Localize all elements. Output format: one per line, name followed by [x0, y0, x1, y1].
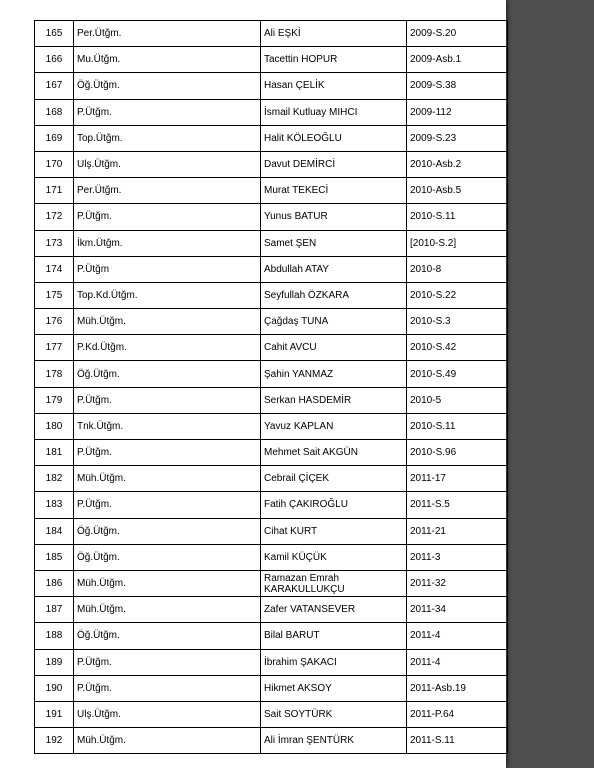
row-number: 187	[35, 597, 74, 623]
name-cell: İsmail Kutluay MIHCI	[261, 99, 407, 125]
table-row	[35, 151, 508, 177]
rank-cell: P.Ütğm.	[74, 649, 261, 675]
table-row	[35, 282, 508, 308]
row-number: 175	[35, 282, 74, 308]
name-cell: Murat TEKECİ	[261, 178, 407, 204]
table-row	[35, 570, 508, 596]
row-number: 191	[35, 701, 74, 727]
table-row	[35, 466, 508, 492]
code-cell: 2010-S.11	[407, 413, 508, 439]
table-row	[35, 701, 508, 727]
rank-cell: Öğ.Ütğm.	[74, 544, 261, 570]
table-row	[35, 256, 508, 282]
name-cell: Cebrail ÇİÇEK	[261, 466, 407, 492]
name-cell: Davut DEMİRCİ	[261, 151, 407, 177]
row-number: 172	[35, 204, 74, 230]
name-cell: Cahit AVCU	[261, 335, 407, 361]
code-cell: 2010-S.3	[407, 309, 508, 335]
table-row	[35, 125, 508, 151]
row-number: 184	[35, 518, 74, 544]
table-row	[35, 675, 508, 701]
name-cell: Şahin YANMAZ	[261, 361, 407, 387]
table-row	[35, 178, 508, 204]
code-cell: 2010-S.22	[407, 282, 508, 308]
rank-cell: İkm.Ütğm.	[74, 230, 261, 256]
row-number: 189	[35, 649, 74, 675]
row-number: 188	[35, 623, 74, 649]
code-cell: 2011-32	[407, 570, 508, 596]
row-number: 180	[35, 413, 74, 439]
personnel-table-body	[35, 21, 508, 754]
row-number: 170	[35, 151, 74, 177]
code-cell: 2011-Asb.19	[407, 675, 508, 701]
row-number: 165	[35, 21, 74, 47]
name-cell: Bilal BARUT	[261, 623, 407, 649]
row-number: 183	[35, 492, 74, 518]
name-cell: Ramazan Emrah KARAKULLUKÇU	[261, 570, 407, 596]
name-cell: Sait SOYTÜRK	[261, 701, 407, 727]
name-cell: Cihat KURT	[261, 518, 407, 544]
table-row	[35, 309, 508, 335]
code-cell: 2009-Asb.1	[407, 47, 508, 73]
rank-cell: Müh.Ütğm.	[74, 597, 261, 623]
table-row	[35, 387, 508, 413]
rank-cell: Müh.Ütğm.	[74, 309, 261, 335]
table-row	[35, 597, 508, 623]
name-cell: Halit KÖLEOĞLU	[261, 125, 407, 151]
rank-cell: Müh.Ütğm.	[74, 466, 261, 492]
personnel-table	[34, 20, 508, 754]
name-cell: Fatih ÇAKIROĞLU	[261, 492, 407, 518]
code-cell: 2010-S.42	[407, 335, 508, 361]
rank-cell: Öğ.Ütğm.	[74, 73, 261, 99]
name-cell: Kamil KÜÇÜK	[261, 544, 407, 570]
code-cell: 2011-17	[407, 466, 508, 492]
name-cell: Hasan ÇELİK	[261, 73, 407, 99]
name-cell: Hikmet AKSOY	[261, 675, 407, 701]
code-cell: 2010-S.11	[407, 204, 508, 230]
table-row	[35, 649, 508, 675]
rank-cell: Ulş.Ütğm.	[74, 151, 261, 177]
name-cell: Zafer VATANSEVER	[261, 597, 407, 623]
name-cell: Yunus BATUR	[261, 204, 407, 230]
rank-cell: P.Kd.Ütğm.	[74, 335, 261, 361]
rank-cell: P.Ütğm.	[74, 675, 261, 701]
rank-cell: P.Ütğm	[74, 256, 261, 282]
rank-cell: Per.Ütğm.	[74, 178, 261, 204]
rank-cell: Top.Ütğm.	[74, 125, 261, 151]
code-cell: 2011-21	[407, 518, 508, 544]
viewer-background	[506, 0, 594, 768]
code-cell: 2011-P.64	[407, 701, 508, 727]
row-number: 186	[35, 570, 74, 596]
code-cell: 2010-Asb.5	[407, 178, 508, 204]
code-cell: 2010-S.96	[407, 440, 508, 466]
name-cell: Yavuz KAPLAN	[261, 413, 407, 439]
name-cell: İbrahim ŞAKACI	[261, 649, 407, 675]
rank-cell: P.Ütğm.	[74, 204, 261, 230]
table-row	[35, 47, 508, 73]
code-cell: 2010-8	[407, 256, 508, 282]
row-number: 182	[35, 466, 74, 492]
row-number: 169	[35, 125, 74, 151]
code-cell: 2011-4	[407, 623, 508, 649]
table-row	[35, 230, 508, 256]
rank-cell: Müh.Ütğm.	[74, 570, 261, 596]
row-number: 179	[35, 387, 74, 413]
code-cell: [2010-S.2]	[407, 230, 508, 256]
table-row	[35, 361, 508, 387]
name-cell: Çağdaş TUNA	[261, 309, 407, 335]
table-row	[35, 335, 508, 361]
code-cell: 2011-34	[407, 597, 508, 623]
name-cell: Samet ŞEN	[261, 230, 407, 256]
code-cell: 2009-112	[407, 99, 508, 125]
table-row	[35, 440, 508, 466]
rank-cell: Müh.Ütğm.	[74, 728, 261, 754]
row-number: 177	[35, 335, 74, 361]
row-number: 171	[35, 178, 74, 204]
code-cell: 2011-S.5	[407, 492, 508, 518]
rank-cell: P.Ütğm.	[74, 387, 261, 413]
name-cell: Ali İmran ŞENTÜRK	[261, 728, 407, 754]
rank-cell: Ulş.Ütğm.	[74, 701, 261, 727]
name-cell: Abdullah ATAY	[261, 256, 407, 282]
code-cell: 2010-5	[407, 387, 508, 413]
name-cell: Serkan HASDEMİR	[261, 387, 407, 413]
row-number: 174	[35, 256, 74, 282]
row-number: 185	[35, 544, 74, 570]
code-cell: 2009-S.38	[407, 73, 508, 99]
name-cell: Tacettin HOPUR	[261, 47, 407, 73]
table-row	[35, 204, 508, 230]
code-cell: 2011-S.11	[407, 728, 508, 754]
name-cell: Mehmet Sait AKGÜN	[261, 440, 407, 466]
name-cell: Ali EŞKİ	[261, 21, 407, 47]
rank-cell: Top.Kd.Ütğm.	[74, 282, 261, 308]
code-cell: 2009-S.23	[407, 125, 508, 151]
row-number: 178	[35, 361, 74, 387]
rank-cell: P.Ütğm.	[74, 440, 261, 466]
row-number: 168	[35, 99, 74, 125]
table-row	[35, 518, 508, 544]
table-row	[35, 544, 508, 570]
row-number: 173	[35, 230, 74, 256]
table-row	[35, 73, 508, 99]
name-cell: Seyfullah ÖZKARA	[261, 282, 407, 308]
rank-cell: Öğ.Ütğm.	[74, 361, 261, 387]
code-cell: 2011-3	[407, 544, 508, 570]
rank-cell: Öğ.Ütğm.	[74, 518, 261, 544]
code-cell: 2010-Asb.2	[407, 151, 508, 177]
table-row	[35, 728, 508, 754]
code-cell: 2009-S.20	[407, 21, 508, 47]
code-cell: 2011-4	[407, 649, 508, 675]
row-number: 192	[35, 728, 74, 754]
row-number: 190	[35, 675, 74, 701]
row-number: 167	[35, 73, 74, 99]
rank-cell: P.Ütğm.	[74, 492, 261, 518]
table-row	[35, 413, 508, 439]
rank-cell: Mu.Ütğm.	[74, 47, 261, 73]
table-row	[35, 492, 508, 518]
rank-cell: Per.Ütğm.	[74, 21, 261, 47]
row-number: 181	[35, 440, 74, 466]
row-number: 176	[35, 309, 74, 335]
row-number: 166	[35, 47, 74, 73]
rank-cell: Öğ.Ütğm.	[74, 623, 261, 649]
rank-cell: P.Ütğm.	[74, 99, 261, 125]
code-cell: 2010-S.49	[407, 361, 508, 387]
rank-cell: Tnk.Ütğm.	[74, 413, 261, 439]
table-row	[35, 623, 508, 649]
table-row	[35, 99, 508, 125]
table-row	[35, 21, 508, 47]
